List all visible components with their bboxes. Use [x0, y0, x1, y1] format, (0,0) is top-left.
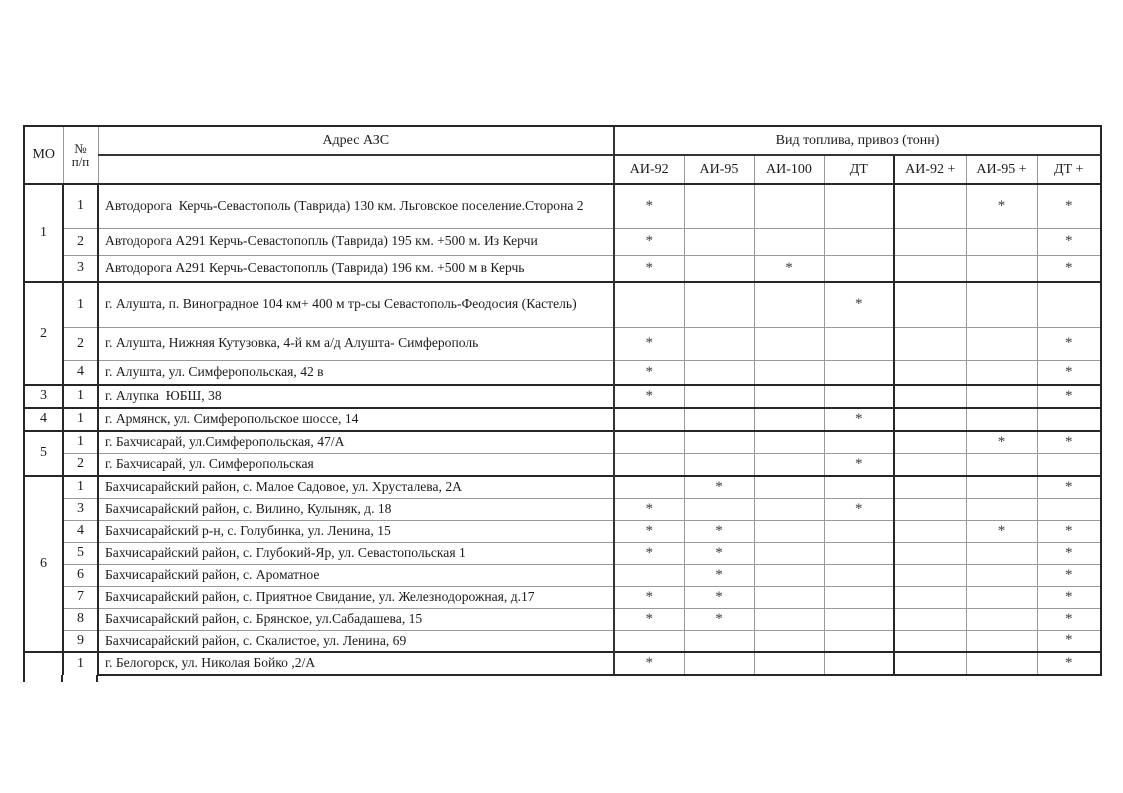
fuel-cell-ai-92-plus [894, 476, 966, 498]
fuel-cell-ai-95: * [684, 542, 754, 564]
fuel-cell-ai-92-plus [894, 184, 966, 228]
fuel-cell-ai-95 [684, 408, 754, 431]
fuel-cell-dt-plus [1037, 498, 1101, 520]
fuel-cell-ai-92: * [614, 586, 684, 608]
fuel-cell-ai-95-plus [966, 385, 1037, 408]
fuel-cell-ai-100 [754, 360, 824, 385]
col-header-mo: МО [24, 126, 63, 184]
address-cell: Бахчисарайский район, с. Приятное Свидание, ул. Железнодорожная, д.17 [98, 586, 614, 608]
fuel-cell-ai-95-plus [966, 608, 1037, 630]
fuel-cell-ai-95-plus: * [966, 431, 1037, 454]
fuel-cell-ai-92 [614, 564, 684, 586]
row-number-cell: 4 [63, 520, 98, 542]
address-cell: Автодорога Керчь-Севастополь (Таврида) 130 км. Льговское поселение.Сторона 2 [98, 184, 614, 228]
fuel-cell-dt [824, 184, 894, 228]
table-row [24, 327, 1101, 360]
fuel-cell-ai-92-plus [894, 431, 966, 454]
fuel-cell-dt: * [824, 282, 894, 327]
fuel-cell-ai-92: * [614, 542, 684, 564]
fuel-cell-dt-plus: * [1037, 431, 1101, 454]
row-number-cell: 9 [63, 630, 98, 652]
table-row [24, 282, 1101, 327]
fuel-cell-ai-92 [614, 630, 684, 652]
row-number-cell: 1 [63, 385, 98, 408]
fuel-cell-dt [824, 630, 894, 652]
fuel-cell-ai-95-plus [966, 630, 1037, 652]
fuel-cell-dt [824, 520, 894, 542]
fuel-cell-ai-100 [754, 542, 824, 564]
fuel-cell-ai-92-plus [894, 282, 966, 327]
fuel-cell-dt [824, 327, 894, 360]
fuel-cell-dt-plus: * [1037, 520, 1101, 542]
table-row [24, 184, 1101, 228]
fuel-cell-ai-95-plus [966, 652, 1037, 675]
col-header-num [63, 126, 98, 184]
address-cell: г. Армянск, ул. Симферопольское шоссе, 14 [98, 408, 614, 431]
fuel-cell-ai-92-plus [894, 586, 966, 608]
col-header-fuel-type-ai95-plus: АИ-95 + [966, 155, 1037, 184]
row-number-cell: 1 [63, 184, 98, 228]
table-row [24, 586, 1101, 608]
address-cell: г. Алупка ЮБШ, 38 [98, 385, 614, 408]
address-cell: Бахчисарайский район, с. Глубокий-Яр, ул. Севастопольская 1 [98, 542, 614, 564]
table-row [24, 255, 1101, 282]
row-number-cell: 4 [63, 360, 98, 385]
fuel-cell-dt [824, 476, 894, 498]
col-header-num-line2: п/п [71, 154, 90, 169]
fuel-cell-ai-95 [684, 184, 754, 228]
fuel-cell-ai-100 [754, 586, 824, 608]
fuel-cell-dt [824, 542, 894, 564]
fuel-cell-dt-plus: * [1037, 327, 1101, 360]
address-cell: Автодорога А291 Керчь-Севастопопль (Таврида) 195 км. +500 м. Из Керчи [98, 228, 614, 255]
fuel-cell-ai-92: * [614, 184, 684, 228]
fuel-cell-dt-plus: * [1037, 385, 1101, 408]
fuel-cell-ai-92-plus [894, 520, 966, 542]
fuel-cell-ai-92: * [614, 608, 684, 630]
fuel-cell-dt [824, 564, 894, 586]
fuel-cell-ai-92 [614, 476, 684, 498]
fuel-cell-dt [824, 586, 894, 608]
fuel-cell-ai-100 [754, 184, 824, 228]
fuel-cell-ai-92: * [614, 498, 684, 520]
table-row [24, 652, 1101, 675]
table-row [24, 542, 1101, 564]
row-number-cell: 2 [63, 454, 98, 476]
fuel-cell-dt-plus: * [1037, 608, 1101, 630]
fuel-cell-ai-92: * [614, 652, 684, 675]
mo-cell: 2 [24, 282, 63, 385]
table-row [24, 564, 1101, 586]
fuel-cell-ai-95 [684, 630, 754, 652]
fuel-cell-ai-92-plus [894, 255, 966, 282]
address-cell: Бахчисарайский район, с. Вилино, Кулыняк, д. 18 [98, 498, 614, 520]
fuel-cell-ai-92-plus [894, 608, 966, 630]
fuel-cell-ai-100 [754, 608, 824, 630]
fuel-cell-ai-95-plus [966, 255, 1037, 282]
col-header-fuel-type-dt-plus: ДТ + [1037, 155, 1101, 184]
fuel-cell-ai-95: * [684, 586, 754, 608]
address-cell: Автодорога А291 Керчь-Севастопопль (Таврида) 196 км. +500 м в Керчь [98, 255, 614, 282]
fuel-cell-dt-plus: * [1037, 255, 1101, 282]
fuel-cell-ai-95: * [684, 608, 754, 630]
address-cell: Бахчисарайский р-н, с. Голубинка, ул. Ленина, 15 [98, 520, 614, 542]
fuel-cell-ai-95 [684, 360, 754, 385]
fuel-cell-ai-100 [754, 476, 824, 498]
fuel-cell-dt [824, 652, 894, 675]
table-row [24, 608, 1101, 630]
fuel-cell-ai-95-plus [966, 228, 1037, 255]
fuel-cell-ai-95 [684, 385, 754, 408]
address-cell: г. Бахчисарай, ул.Симферопольская, 47/А [98, 431, 614, 454]
fuel-cell-ai-100 [754, 385, 824, 408]
table-row [24, 476, 1101, 498]
fuel-cell-ai-92 [614, 454, 684, 476]
row-number-cell: 3 [63, 498, 98, 520]
fuel-cell-ai-92-plus [894, 385, 966, 408]
col-header-num-line1: № [74, 141, 87, 156]
row-number-cell: 6 [63, 564, 98, 586]
address-cell: г. Алушта, п. Виноградное 104 км+ 400 м тр-сы Севастополь-Феодосия (Кастель) [98, 282, 614, 327]
fuel-cell-ai-92 [614, 431, 684, 454]
fuel-cell-dt-plus: * [1037, 184, 1101, 228]
mo-cell: 1 [24, 184, 63, 282]
fuel-cell-dt: * [824, 408, 894, 431]
fuel-cell-dt-plus [1037, 282, 1101, 327]
fuel-cell-ai-92 [614, 282, 684, 327]
fuel-cell-ai-95-plus [966, 564, 1037, 586]
row-number-cell: 1 [63, 408, 98, 431]
row-number-cell: 2 [63, 228, 98, 255]
fuel-cell-ai-95: * [684, 520, 754, 542]
fuel-cell-ai-95-plus: * [966, 184, 1037, 228]
fuel-cell-ai-92-plus [894, 228, 966, 255]
fuel-cell-ai-92 [614, 408, 684, 431]
mo-cell: 6 [24, 476, 63, 653]
row-number-cell: 2 [63, 327, 98, 360]
fuel-cell-ai-100 [754, 228, 824, 255]
fuel-cell-ai-92-plus [894, 652, 966, 675]
fuel-cell-ai-100 [754, 564, 824, 586]
fuel-cell-ai-95 [684, 431, 754, 454]
fuel-cell-dt-plus: * [1037, 652, 1101, 675]
fuel-cell-ai-92-plus [894, 630, 966, 652]
table-row [24, 431, 1101, 454]
row-number-cell: 3 [63, 255, 98, 282]
col-header-fuel-group: Вид топлива, привоз (тонн) [614, 126, 1101, 155]
fuel-cell-ai-95 [684, 282, 754, 327]
mo-cell: 4 [24, 408, 63, 431]
fuel-cell-ai-100 [754, 408, 824, 431]
fuel-delivery-table [23, 125, 1102, 676]
address-cell: Бахчисарайский район, с. Малое Садовое, ул. Хрусталева, 2А [98, 476, 614, 498]
row-number-cell: 1 [63, 652, 98, 675]
fuel-cell-ai-95: * [684, 564, 754, 586]
fuel-cell-ai-95 [684, 652, 754, 675]
fuel-cell-ai-95 [684, 454, 754, 476]
mo-cell [24, 652, 63, 675]
table-row [24, 498, 1101, 520]
fuel-cell-ai-95-plus: * [966, 520, 1037, 542]
address-cell: Бахчисарайский район, с. Скалистое, ул. Ленина, 69 [98, 630, 614, 652]
fuel-cell-dt [824, 255, 894, 282]
table-row [24, 385, 1101, 408]
fuel-cell-dt: * [824, 498, 894, 520]
col-header-fuel-type-ai92-plus: АИ-92 + [894, 155, 966, 184]
fuel-cell-ai-92: * [614, 360, 684, 385]
fuel-cell-ai-92-plus [894, 454, 966, 476]
fuel-cell-ai-95 [684, 327, 754, 360]
row-number-cell: 7 [63, 586, 98, 608]
fuel-cell-ai-92-plus [894, 564, 966, 586]
fuel-cell-ai-95 [684, 498, 754, 520]
table-row [24, 520, 1101, 542]
fuel-cell-ai-92-plus [894, 498, 966, 520]
col-header-address: Адрес АЗС [98, 126, 614, 155]
fuel-cell-dt [824, 608, 894, 630]
fuel-cell-ai-100 [754, 630, 824, 652]
fuel-cell-ai-92: * [614, 327, 684, 360]
fuel-cell-dt-plus: * [1037, 228, 1101, 255]
fuel-cell-ai-100 [754, 520, 824, 542]
fuel-cell-dt-plus: * [1037, 630, 1101, 652]
fuel-cell-ai-95-plus [966, 476, 1037, 498]
fuel-cell-ai-95-plus [966, 282, 1037, 327]
address-cell: г. Алушта, ул. Симферопольская, 42 в [98, 360, 614, 385]
mo-cell: 3 [24, 385, 63, 408]
row-number-cell: 5 [63, 542, 98, 564]
table-row [24, 360, 1101, 385]
fuel-cell-ai-92-plus [894, 408, 966, 431]
fuel-cell-ai-92: * [614, 228, 684, 255]
fuel-cell-ai-92-plus [894, 542, 966, 564]
fuel-cell-ai-95-plus [966, 542, 1037, 564]
address-cell: Бахчисарайский район, с. Ароматное [98, 564, 614, 586]
fuel-cell-ai-95-plus [966, 360, 1037, 385]
fuel-cell-ai-100 [754, 454, 824, 476]
mo-cell: 5 [24, 431, 63, 476]
fuel-cell-ai-92: * [614, 255, 684, 282]
fuel-cell-ai-95-plus [966, 586, 1037, 608]
table-row [24, 228, 1101, 255]
fuel-cell-dt [824, 360, 894, 385]
col-header-address-sub [98, 155, 614, 184]
fuel-cell-ai-100 [754, 498, 824, 520]
fuel-cell-ai-95-plus [966, 408, 1037, 431]
fuel-cell-ai-95-plus [966, 454, 1037, 476]
fuel-cell-dt-plus [1037, 454, 1101, 476]
fuel-cell-ai-100 [754, 431, 824, 454]
fuel-cell-ai-95 [684, 228, 754, 255]
address-cell: г. Бахчисарай, ул. Симферопольская [98, 454, 614, 476]
fuel-cell-dt-plus: * [1037, 564, 1101, 586]
table-row [24, 630, 1101, 652]
fuel-cell-ai-95-plus [966, 498, 1037, 520]
fuel-cell-ai-100 [754, 282, 824, 327]
fuel-cell-ai-92-plus [894, 360, 966, 385]
table-row [24, 454, 1101, 476]
fuel-cell-ai-100 [754, 327, 824, 360]
fuel-cell-ai-100: * [754, 255, 824, 282]
row-number-cell: 1 [63, 282, 98, 327]
table-row [24, 408, 1101, 431]
col-header-fuel-type-dt: ДТ [824, 155, 894, 184]
col-header-fuel-type-ai100: АИ-100 [754, 155, 824, 184]
table-body [24, 184, 1101, 675]
fuel-cell-ai-95-plus [966, 327, 1037, 360]
fuel-cell-dt [824, 431, 894, 454]
fuel-cell-ai-92: * [614, 520, 684, 542]
fuel-cell-dt-plus: * [1037, 542, 1101, 564]
row-number-cell: 8 [63, 608, 98, 630]
fuel-cell-dt-plus: * [1037, 586, 1101, 608]
fuel-cell-dt [824, 385, 894, 408]
fuel-cell-ai-92-plus [894, 327, 966, 360]
fuel-cell-dt-plus: * [1037, 360, 1101, 385]
row-number-cell: 1 [63, 476, 98, 498]
fuel-cell-dt: * [824, 454, 894, 476]
fuel-cell-dt-plus: * [1037, 476, 1101, 498]
col-header-fuel-type-ai92: АИ-92 [614, 155, 684, 184]
col-header-fuel-type-ai95: АИ-95 [684, 155, 754, 184]
fuel-cell-ai-100 [754, 652, 824, 675]
address-cell: г. Белогорск, ул. Николая Бойко ,2/А [98, 652, 614, 675]
address-cell: Бахчисарайский район, с. Брянское, ул.Сабадашева, 15 [98, 608, 614, 630]
address-cell: г. Алушта, Нижняя Кутузовка, 4-й км а/д Алушта- Симферополь [98, 327, 614, 360]
fuel-cell-dt-plus [1037, 408, 1101, 431]
fuel-cell-dt [824, 228, 894, 255]
row-number-cell: 1 [63, 431, 98, 454]
fuel-cell-ai-92: * [614, 385, 684, 408]
fuel-cell-ai-95 [684, 255, 754, 282]
fuel-cell-ai-95: * [684, 476, 754, 498]
